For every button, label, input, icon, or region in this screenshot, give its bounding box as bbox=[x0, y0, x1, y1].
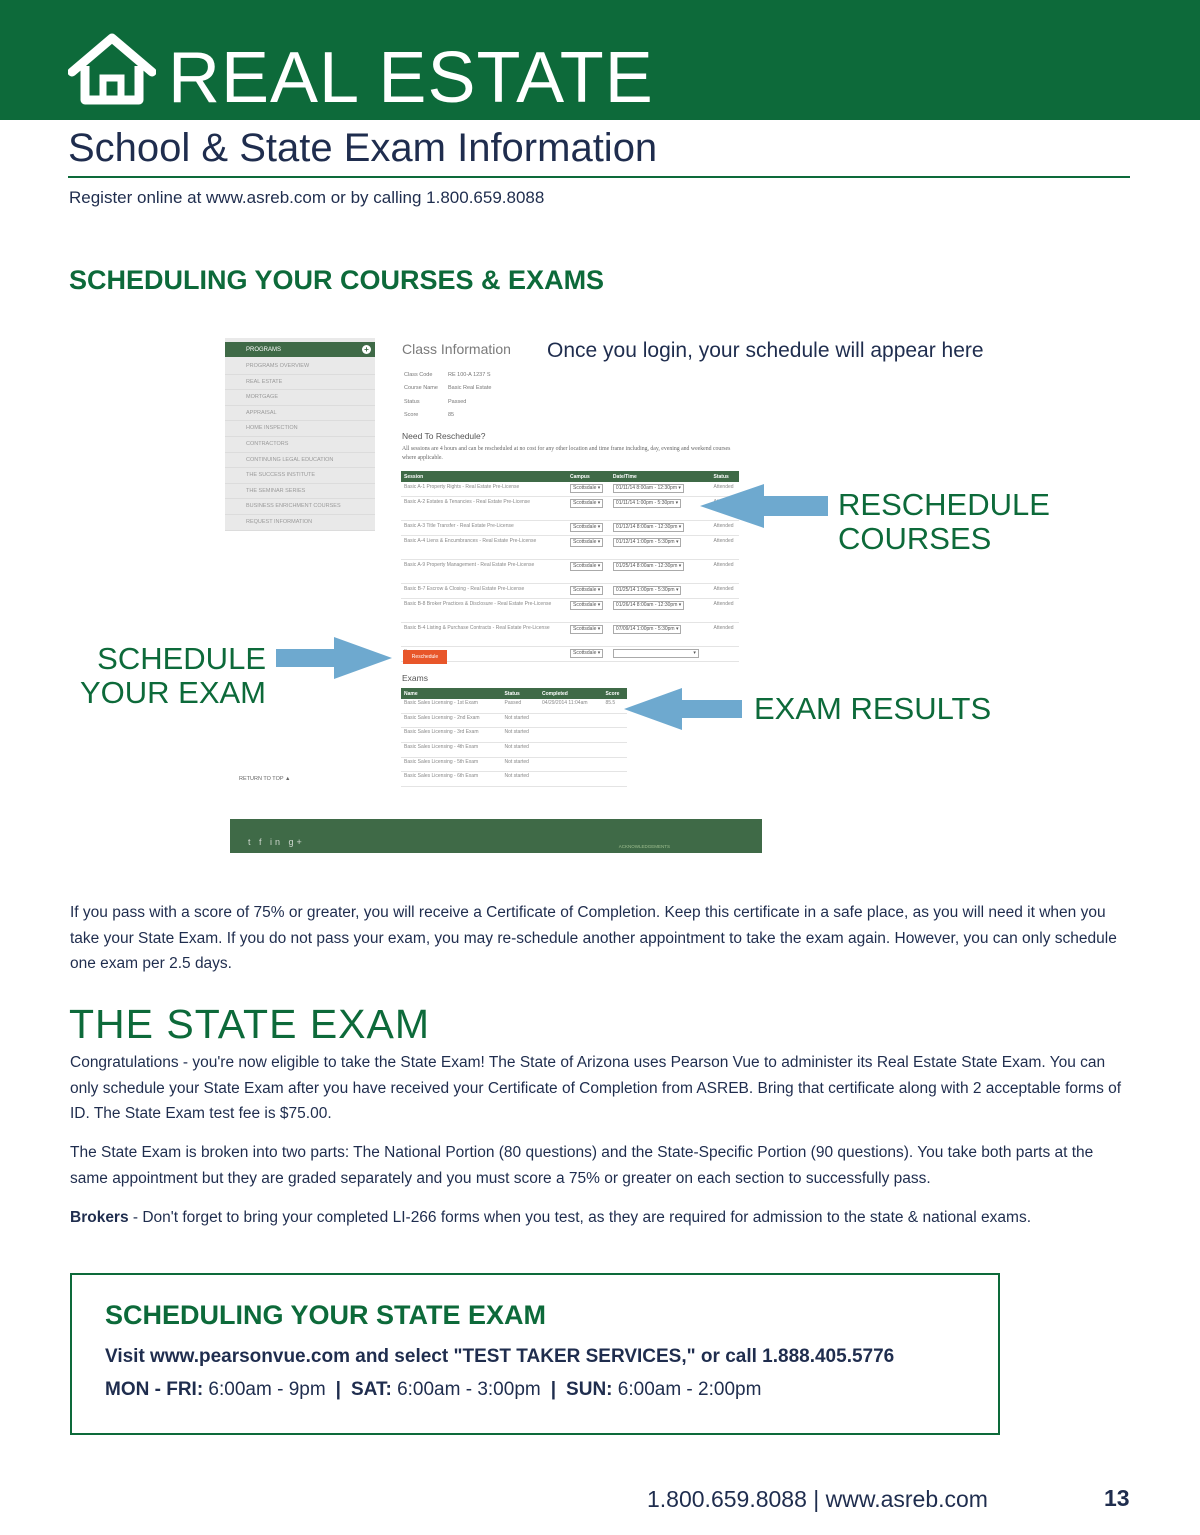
class-info-value: 85 bbox=[448, 411, 455, 418]
programs-sidebar bbox=[225, 338, 375, 530]
exam-score bbox=[602, 757, 627, 772]
status-cell bbox=[711, 647, 739, 662]
status-cell: Attended bbox=[711, 623, 739, 647]
datetime-cell bbox=[610, 521, 711, 536]
column-header: Score bbox=[602, 688, 627, 699]
exam-completed bbox=[539, 743, 602, 758]
table-row bbox=[401, 584, 739, 599]
exam-results-callout: EXAM RESULTS bbox=[754, 691, 992, 726]
table-row bbox=[401, 772, 627, 787]
table-row bbox=[401, 647, 739, 662]
class-info-key: Course Name bbox=[404, 385, 438, 392]
brokers-text: - Don't forget to bring your completed LI-266 forms when you test, as they are required for admission to the state & national exams. bbox=[128, 1209, 1032, 1226]
datetime-select: ▾ bbox=[613, 649, 699, 658]
hours-line bbox=[105, 1378, 761, 1402]
campus-select: Scottsdale ▾ bbox=[570, 484, 603, 493]
reschedule-callout-line2: COURSES bbox=[838, 521, 992, 556]
exam-parts-paragraph: The State Exam is broken into two parts: The National Portion (80 questions) and the State-Specific Portion (90 questions). You take both parts at the same appointment but they are graded separately and you must score a 75% or greater on each section to successfully pass. bbox=[70, 1144, 1094, 1187]
exam-completed bbox=[539, 728, 602, 743]
column-header: Session bbox=[401, 471, 567, 482]
table-row bbox=[401, 757, 627, 772]
reschedule-button: Reschedule bbox=[403, 650, 447, 664]
column-header: Status bbox=[502, 688, 540, 699]
return-to-top-link: RETURN TO TOP ▲ bbox=[239, 776, 291, 782]
exam-name: Basic Sales Licensing - 1st Exam bbox=[401, 699, 502, 713]
plus-icon: + bbox=[362, 345, 371, 354]
class-info-row bbox=[404, 369, 491, 382]
exam-status: Passed bbox=[502, 699, 540, 713]
column-header: Completed bbox=[539, 688, 602, 699]
class-info-list bbox=[404, 369, 491, 422]
exam-status: Not started bbox=[502, 757, 540, 772]
campus-select: Scottsdale ▾ bbox=[570, 586, 603, 595]
session-name: Basic A-9 Property Management - Real Estate Pre-License bbox=[401, 560, 567, 584]
column-header: Name bbox=[401, 688, 502, 699]
exam-completed bbox=[539, 757, 602, 772]
datetime-select: 01/25/14 1:00pm - 5:30pm ▾ bbox=[613, 586, 682, 595]
table-row bbox=[401, 536, 739, 560]
reschedule-callout-line1: RESCHEDULE bbox=[838, 487, 1050, 522]
class-info-key: Score bbox=[404, 411, 419, 418]
exam-score: 85.5 bbox=[602, 699, 627, 713]
table-row bbox=[401, 560, 739, 584]
page-subtitle: School & State Exam Information bbox=[68, 126, 658, 170]
session-name: Basic A-3 Title Transfer - Real Estate Pre-License bbox=[401, 521, 567, 536]
table-row bbox=[401, 699, 627, 713]
sessions-header bbox=[401, 471, 739, 482]
schedule-exam-callout bbox=[70, 642, 266, 710]
datetime-cell bbox=[610, 584, 711, 599]
social-icons: t f in g+ bbox=[248, 837, 305, 847]
campus-cell bbox=[567, 560, 610, 584]
datetime-cell bbox=[610, 560, 711, 584]
table-row bbox=[401, 482, 739, 497]
status-cell: Attended bbox=[711, 536, 739, 560]
sidebar-item: REQUEST INFORMATION bbox=[225, 515, 375, 531]
state-exam-box bbox=[70, 1273, 1000, 1435]
sidebar-item: HOME INSPECTION bbox=[225, 421, 375, 437]
account-screenshot bbox=[225, 338, 762, 854]
datetime-select: 07/09/14 1:00pm - 5:30pm ▾ bbox=[613, 625, 682, 634]
campus-select: Scottsdale ▾ bbox=[570, 562, 603, 571]
exams-header bbox=[401, 688, 627, 699]
campus-select: Scottsdale ▾ bbox=[570, 625, 603, 634]
sidebar-item: MORTGAGE bbox=[225, 390, 375, 406]
campus-cell bbox=[567, 482, 610, 497]
session-name: Basic B-4 Listing & Purchase Contracts - Real Estate Pre-License bbox=[401, 623, 567, 647]
sidebar-items bbox=[225, 359, 375, 531]
table-row bbox=[401, 743, 627, 758]
exam-status: Not started bbox=[502, 743, 540, 758]
exam-completed bbox=[539, 772, 602, 787]
campus-select: Scottsdale ▾ bbox=[570, 499, 603, 508]
weekday-hours: 6:00am - 9pm bbox=[203, 1379, 326, 1400]
schedule-arrow-icon bbox=[276, 637, 392, 679]
sidebar-item: CONTRACTORS bbox=[225, 437, 375, 453]
class-info-row bbox=[404, 382, 491, 395]
exam-results-arrow-icon bbox=[624, 688, 742, 730]
datetime-select: 01/26/14 8:00am - 12:30pm ▾ bbox=[613, 601, 684, 610]
reschedule-note: All sessions are 4 hours and can be rescheduled at no cost for any other location and time frame including, day, evening and weekend courses where applicable. bbox=[402, 446, 731, 461]
status-cell: Attended bbox=[711, 560, 739, 584]
sidebar-item: PROGRAMS OVERVIEW bbox=[225, 359, 375, 375]
status-cell: Attended bbox=[711, 521, 739, 536]
register-line: Register online at www.asreb.com or by calling 1.800.659.8088 bbox=[69, 188, 545, 207]
table-row bbox=[401, 497, 739, 521]
campus-cell bbox=[567, 623, 610, 647]
sidebar-item: BUSINESS ENRICHMENT COURSES bbox=[225, 499, 375, 515]
saturday-hours: 6:00am - 3:00pm bbox=[391, 1379, 541, 1400]
class-info-key: Status bbox=[404, 398, 420, 405]
page-number: 13 bbox=[1104, 1485, 1130, 1511]
datetime-select: 01/25/14 8:00am - 12:30pm ▾ bbox=[613, 562, 684, 571]
datetime-select: 01/11/14 1:00pm - 5:30pm ▾ bbox=[613, 499, 681, 508]
site-footer bbox=[230, 819, 762, 853]
class-info-value: RE 100-A 1237 S bbox=[448, 372, 491, 378]
exams-label: Exams bbox=[402, 673, 428, 683]
status-cell: Attended bbox=[711, 599, 739, 623]
exam-completed bbox=[539, 713, 602, 728]
state-exam-box-heading: SCHEDULING YOUR STATE EXAM bbox=[105, 1300, 547, 1330]
sunday-label: SUN: bbox=[566, 1379, 613, 1400]
status-cell: Attended bbox=[711, 482, 739, 497]
campus-select: Scottsdale ▾ bbox=[570, 601, 603, 610]
session-name: Basic B-8 Broker Practices & Disclosure - Real Estate Pre-License bbox=[401, 599, 567, 623]
exam-completed: 04/29/2014 11:04am bbox=[539, 699, 602, 713]
exam-name: Basic Sales Licensing - 6th Exam bbox=[401, 772, 502, 787]
footer-contact: 1.800.659.8088 | www.asreb.com bbox=[647, 1486, 988, 1512]
separator: | bbox=[550, 1379, 557, 1400]
campus-cell bbox=[567, 536, 610, 560]
table-row bbox=[401, 728, 627, 743]
schedule-callout-line1: SCHEDULE bbox=[97, 641, 266, 676]
class-info-row bbox=[404, 409, 491, 422]
datetime-cell bbox=[610, 482, 711, 497]
schedule-note: Once you login, your schedule will appear here bbox=[547, 339, 984, 362]
column-header: Date/Time bbox=[610, 471, 711, 482]
exam-name: Basic Sales Licensing - 4th Exam bbox=[401, 743, 502, 758]
state-exam-heading: THE STATE EXAM bbox=[69, 1001, 431, 1047]
reschedule-heading: Need To Reschedule? bbox=[402, 431, 486, 441]
sidebar-item: REAL ESTATE bbox=[225, 375, 375, 391]
session-name: Basic A-1 Property Rights - Real Estate Pre-License bbox=[401, 482, 567, 497]
column-header: Campus bbox=[567, 471, 610, 482]
class-info-value: Passed bbox=[448, 398, 467, 405]
separator: | bbox=[335, 1379, 341, 1400]
session-name: Basic A-4 Liens & Encumbrances - Real Estate Pre-License bbox=[401, 536, 567, 560]
divider bbox=[68, 176, 1130, 178]
sessions-table bbox=[401, 471, 739, 662]
datetime-cell bbox=[610, 647, 711, 662]
campus-cell bbox=[567, 599, 610, 623]
state-exam-paragraph: Congratulations - you're now eligible to take the State Exam! The State of Arizona uses Pearson Vue to administer its Real Estate State Exam. You can only schedule your State Exam after you have received your Certificate of Completion from ASREB. Bring that certificate along with 2 acceptable forms of ID. The State Exam test fee is $75.00. bbox=[70, 1054, 1122, 1122]
session-name: Basic A-2 Estates & Tenancies - Real Estate Pre-License bbox=[401, 497, 567, 521]
exam-score bbox=[602, 772, 627, 787]
datetime-select: 01/11/14 8:00am - 12:30pm ▾ bbox=[613, 484, 684, 493]
status-cell: Attended bbox=[711, 584, 739, 599]
exam-status: Not started bbox=[502, 713, 540, 728]
weekday-label: MON - FRI: bbox=[105, 1379, 204, 1400]
class-info-key: Class Code bbox=[404, 372, 433, 378]
table-row bbox=[401, 713, 627, 728]
pearson-visit-line: Visit www.pearsonvue.com and select "TEST TAKER SERVICES," or call 1.888.405.5776 bbox=[105, 1346, 895, 1367]
sunday-hours: 6:00am - 2:00pm bbox=[612, 1379, 762, 1400]
exam-score bbox=[602, 728, 627, 743]
exam-name: Basic Sales Licensing - 3rd Exam bbox=[401, 728, 502, 743]
table-row bbox=[401, 521, 739, 536]
class-info-row bbox=[404, 396, 491, 409]
sidebar-item: THE SEMINAR SERIES bbox=[225, 484, 375, 500]
schedule-callout-line2: YOUR EXAM bbox=[79, 675, 266, 710]
column-header: Status bbox=[711, 471, 739, 482]
exam-status: Not started bbox=[502, 728, 540, 743]
brokers-label: Brokers bbox=[70, 1209, 129, 1226]
scheduling-heading: SCHEDULING YOUR COURSES & EXAMS bbox=[69, 265, 605, 295]
exam-status: Not started bbox=[502, 772, 540, 787]
table-row bbox=[401, 623, 739, 647]
class-info-value: Basic Real Estate bbox=[448, 385, 492, 392]
campus-cell bbox=[567, 497, 610, 521]
exam-name: Basic Sales Licensing - 5th Exam bbox=[401, 757, 502, 772]
house-icon bbox=[68, 32, 156, 106]
session-name: Basic B-7 Escrow & Closing - Real Estate Pre-License bbox=[401, 584, 567, 599]
table-row bbox=[401, 599, 739, 623]
campus-select: Scottsdale ▾ bbox=[570, 523, 603, 532]
acknowledgements-link: ACKNOWLEDGEMENTS bbox=[618, 844, 670, 849]
sidebar-heading-label: PROGRAMS bbox=[246, 347, 282, 353]
exam-name: Basic Sales Licensing - 2nd Exam bbox=[401, 713, 502, 728]
page-title: REAL ESTATE bbox=[168, 38, 654, 118]
campus-cell bbox=[567, 521, 610, 536]
datetime-cell bbox=[610, 536, 711, 560]
datetime-cell bbox=[610, 623, 711, 647]
sidebar-item: THE SUCCESS INSTITUTE bbox=[225, 468, 375, 484]
campus-select: Scottsdale ▾ bbox=[570, 538, 603, 547]
datetime-select: 01/12/14 1:00pm - 5:30pm ▾ bbox=[613, 538, 682, 547]
reschedule-callout bbox=[838, 488, 1050, 556]
reschedule-arrow-icon bbox=[700, 484, 828, 528]
class-info-title: Class Information bbox=[402, 341, 511, 357]
campus-cell bbox=[567, 584, 610, 599]
sidebar-heading bbox=[225, 342, 375, 357]
sidebar-item: CONTINUING LEGAL EDUCATION bbox=[225, 453, 375, 469]
campus-select: Scottsdale ▾ bbox=[570, 649, 603, 658]
brokers-paragraph bbox=[70, 1205, 1132, 1231]
saturday-label: SAT: bbox=[350, 1379, 392, 1400]
exams-table bbox=[401, 688, 627, 787]
sidebar-item: APPRAISAL bbox=[225, 406, 375, 422]
campus-cell bbox=[567, 647, 610, 662]
exam-score bbox=[602, 743, 627, 758]
datetime-select: 01/12/14 8:00am - 12:30pm ▾ bbox=[613, 523, 684, 532]
datetime-cell bbox=[610, 599, 711, 623]
datetime-cell bbox=[610, 497, 711, 521]
certificate-paragraph: If you pass with a score of 75% or greater, you will receive a Certificate of Completion. Keep this certificate in a safe place, as you will need it when you take your State Exam. If you do not pass your exam, you may re-schedule another appointment to take the exam again. However, you can only schedule one exam per 2.5 days. bbox=[70, 904, 1117, 972]
